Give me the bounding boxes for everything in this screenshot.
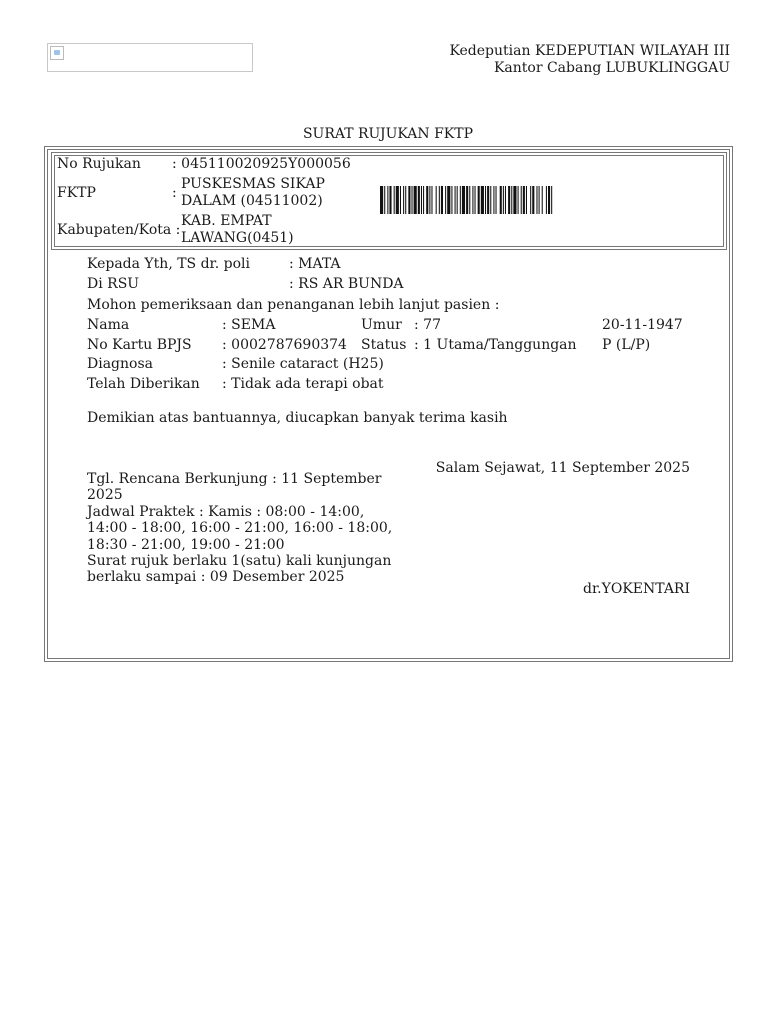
- diagnosa-label: Diagnosa: [87, 356, 153, 372]
- barcode-icon: [380, 186, 690, 214]
- nama-value: : SEMA: [222, 317, 276, 333]
- salam-date: Salam Sejawat, 11 September 2025: [435, 460, 690, 476]
- status-label: Status: [361, 337, 407, 353]
- closing-text: Demikian atas bantuannya, diucapkan banyak terima kasih: [87, 410, 508, 426]
- kepada-value: : MATA: [289, 256, 341, 272]
- birth-date: 20-11-1947: [602, 317, 683, 333]
- kepada-label: Kepada Yth, TS dr. poli: [87, 256, 250, 272]
- gender-value: P (L/P): [602, 337, 651, 353]
- logo-image: [47, 43, 253, 72]
- nama-label: Nama: [87, 317, 130, 333]
- kabupaten-label: Kabupaten/Kota :: [57, 222, 181, 238]
- kabupaten-line1: KAB. EMPAT: [181, 213, 272, 229]
- diberikan-label: Telah Diberikan: [87, 376, 200, 392]
- umur-label: Umur: [361, 317, 402, 333]
- fktp-label: FKTP: [57, 185, 96, 201]
- no-rujukan-label: No Rujukan: [57, 156, 141, 172]
- status-value: : 1 Utama/Tanggungan: [414, 337, 577, 353]
- di-rsu-label: Di RSU: [87, 276, 140, 292]
- jadwal-line2: 14:00 - 18:00, 16:00 - 21:00, 16:00 - 18:00,: [87, 520, 393, 536]
- rencana-line1: Tgl. Rencana Berkunjung : 11 September: [87, 471, 382, 487]
- document-title: SURAT RUJUKAN FKTP: [302, 126, 474, 142]
- office-branch-line: Kantor Cabang LUBUKLINGGAU: [493, 60, 730, 76]
- mohon-text: Mohon pemeriksaan dan penanganan lebih lanjut pasien :: [87, 297, 500, 313]
- diberikan-value: : Tidak ada terapi obat: [222, 376, 384, 392]
- broken-image-icon: [50, 46, 64, 60]
- fktp-name-line1: PUSKESMAS SIKAP: [181, 176, 325, 192]
- kabupaten-line2: LAWANG(0451): [181, 230, 294, 246]
- jadwal-line1: Jadwal Praktek : Kamis : 08:00 - 14:00,: [87, 504, 365, 520]
- rencana-line2: 2025: [87, 487, 123, 503]
- jadwal-line3: 18:30 - 21:00, 19:00 - 21:00: [87, 537, 285, 553]
- office-deputy-line: Kedeputian KEDEPUTIAN WILAYAH III: [449, 43, 730, 59]
- berlaku-line2: berlaku sampai : 09 Desember 2025: [87, 569, 345, 585]
- umur-value: : 77: [414, 317, 441, 333]
- di-rsu-value: : RS AR BUNDA: [289, 276, 404, 292]
- kartu-value: : 0002787690374: [222, 337, 347, 353]
- office-header: [449, 43, 730, 77]
- diagnosa-value: : Senile cataract (H25): [222, 356, 384, 372]
- berlaku-line1: Surat rujuk berlaku 1(satu) kali kunjungan: [87, 553, 392, 569]
- doctor-name: dr.YOKENTARI: [583, 581, 690, 597]
- fktp-name-line2: DALAM (04511002): [181, 193, 323, 209]
- fktp-colon: :: [172, 185, 177, 201]
- no-rujukan-value: : 045110020925Y000056: [172, 156, 351, 172]
- kartu-label: No Kartu BPJS: [87, 337, 192, 353]
